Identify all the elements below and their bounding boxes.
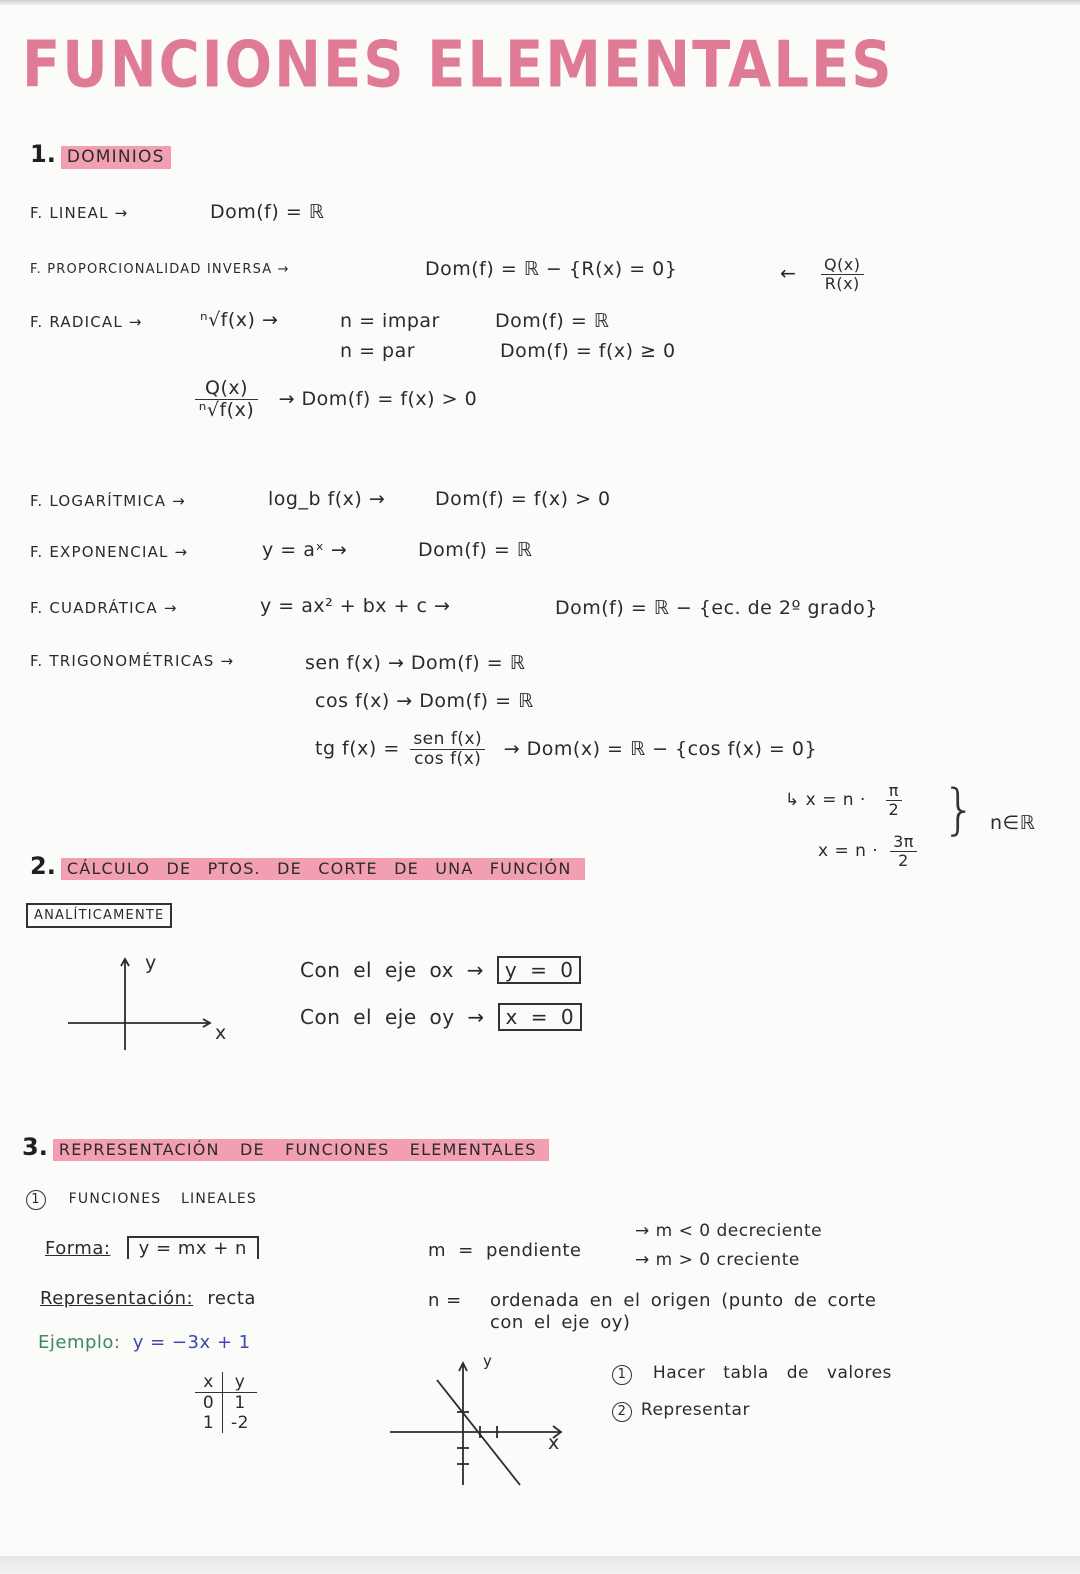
lineal-label: F. LINEAL → (30, 204, 129, 222)
table-cell: 1 (234, 1393, 246, 1413)
exponencial-expr: y = aˣ → (262, 539, 348, 561)
line-graph-sketch (385, 1360, 575, 1490)
rule-ox-box: y = 0 (497, 956, 582, 984)
section-heading: REPRESENTACIÓN DE FUNCIONES ELEMENTALES (53, 1139, 549, 1161)
proporcionalidad-label: F. PROPORCIONALIDAD INVERSA → (30, 262, 290, 277)
section-number: 1. (30, 140, 56, 168)
representacion-value: recta (207, 1288, 256, 1309)
section-number: 3. (22, 1133, 48, 1161)
section-number: 2. (30, 852, 56, 880)
proporcionalidad-note (780, 256, 864, 292)
radical-quotient (195, 378, 477, 421)
axis-y-label: y (145, 952, 157, 974)
number-circle: 2 (612, 1402, 632, 1422)
subsection-lineales: 1 FUNCIONES LINEALES (26, 1190, 257, 1210)
radical-label: F. RADICAL → (30, 313, 143, 331)
axis-x-label: x (215, 1022, 227, 1044)
right-brace: } (942, 778, 977, 841)
fraction: $\frac{Q(x)}{R(x)}$ (821, 256, 864, 292)
subheading-analiticamente: ANALÍTICAMENTE (26, 903, 172, 928)
tg-lhs: tg f(x) = (315, 737, 400, 760)
forma-label: Forma: (45, 1238, 111, 1259)
logaritmica-expr: log_b f(x) → (268, 488, 386, 510)
m-label: m = pendiente (428, 1240, 582, 1261)
trig-cos: cos f(x) → Dom(f) = ℝ (315, 690, 534, 712)
m-positive: → m > 0 creciente (635, 1250, 800, 1270)
lineal-domain: Dom(f) = ℝ (210, 201, 325, 223)
fraction: $\frac{\pi}{2}$ (886, 782, 902, 818)
table-cell: 0 (195, 1393, 223, 1413)
tg-solution-1: ↳ x = n · $\frac{\pi}{2}$ (785, 782, 902, 818)
radical-case-odd-cond: n = impar (340, 310, 440, 332)
fraction: $\frac{Q(x)}{\text{ⁿ√f(x)}}$ (195, 378, 258, 421)
quotient-domain: → Dom(f) = f(x) > 0 (278, 387, 478, 410)
fraction: $\frac{\text{sen f(x)}}{\text{cos f(x)}}$ (410, 730, 485, 768)
forma-row (45, 1238, 259, 1259)
page-bottom-edge (0, 1556, 1080, 1574)
section-1-header (30, 140, 171, 168)
step-2: 2 Representar (612, 1400, 750, 1422)
logaritmica-domain: Dom(f) = f(x) > 0 (435, 488, 611, 510)
number-circle: 1 (612, 1365, 632, 1385)
page-title: FUNCIONES ELEMENTALES (22, 28, 894, 103)
exponencial-label: F. EXPONENCIAL → (30, 543, 189, 561)
ejemplo-label: Ejemplo: (38, 1332, 121, 1353)
exponencial-domain: Dom(f) = ℝ (418, 539, 533, 561)
section-heading: DOMINIOS (61, 146, 171, 169)
section-heading: CÁLCULO DE PTOS. DE CORTE DE UNA FUNCIÓN (61, 858, 586, 880)
trigonometricas-label: F. TRIGONOMÉTRICAS → (30, 652, 235, 670)
ejemplo-row (38, 1332, 251, 1353)
logaritmica-label: F. LOGARÍTMICA → (30, 492, 186, 510)
brace-note: n∈ℝ (990, 812, 1036, 834)
tg-solution-2: x = n · $\frac{3\pi}{2}$ (818, 833, 917, 869)
step-1: 1 Hacer tabla de valores (612, 1363, 892, 1385)
section-2-header (30, 852, 585, 880)
left-arrow: ← (780, 262, 797, 285)
tg-domain: → Dom(x) = ℝ − {cos f(x) = 0} (503, 737, 818, 760)
values-table (195, 1372, 257, 1433)
forma-box: y = mx + n (127, 1236, 259, 1259)
radical-case-even-domain: Dom(f) = f(x) ≥ 0 (500, 340, 676, 362)
section-3-header (22, 1133, 549, 1161)
proporcionalidad-domain: Dom(f) = ℝ − {R(x) = 0} (425, 258, 678, 280)
rule-oy-box: x = 0 (498, 1003, 583, 1031)
radical-expr: ⁿ√f(x) → (200, 309, 279, 331)
number-circle: 1 (26, 1190, 46, 1210)
ejemplo-value: y = −3x + 1 (132, 1332, 251, 1353)
rule-ox: Con el eje ox → y = 0 (300, 958, 581, 982)
n-line-2: con el eje oy) (490, 1312, 631, 1333)
trig-sen: sen f(x) → Dom(f) = ℝ (305, 652, 526, 674)
fraction: $\frac{3\pi}{2}$ (890, 833, 917, 869)
table-header-y: y (223, 1372, 257, 1393)
representacion-label: Representación: (40, 1288, 194, 1309)
table-cell: -2 (231, 1413, 249, 1433)
graph-y-label: y (483, 1352, 493, 1370)
n-label: n = (428, 1290, 462, 1311)
m-negative: → m < 0 decreciente (635, 1221, 823, 1241)
table-header-x: x (195, 1372, 223, 1393)
radical-case-odd-domain: Dom(f) = ℝ (495, 310, 610, 332)
radical-case-even-cond: n = par (340, 340, 416, 362)
table-cell: 1 (195, 1413, 223, 1433)
page-top-edge (0, 0, 1080, 5)
cuadratica-expr: y = ax² + bx + c → (260, 595, 451, 617)
trig-tg (315, 730, 817, 768)
cuadratica-domain: Dom(f) = ℝ − {ec. de 2º grado} (555, 597, 878, 619)
graph-x-label: x (548, 1432, 560, 1454)
rule-oy: Con el eje oy → x = 0 (300, 1005, 582, 1029)
cuadratica-label: F. CUADRÁTICA → (30, 599, 178, 617)
n-line-1: ordenada en el origen (punto de corte (490, 1290, 877, 1311)
representacion-row (40, 1288, 256, 1309)
